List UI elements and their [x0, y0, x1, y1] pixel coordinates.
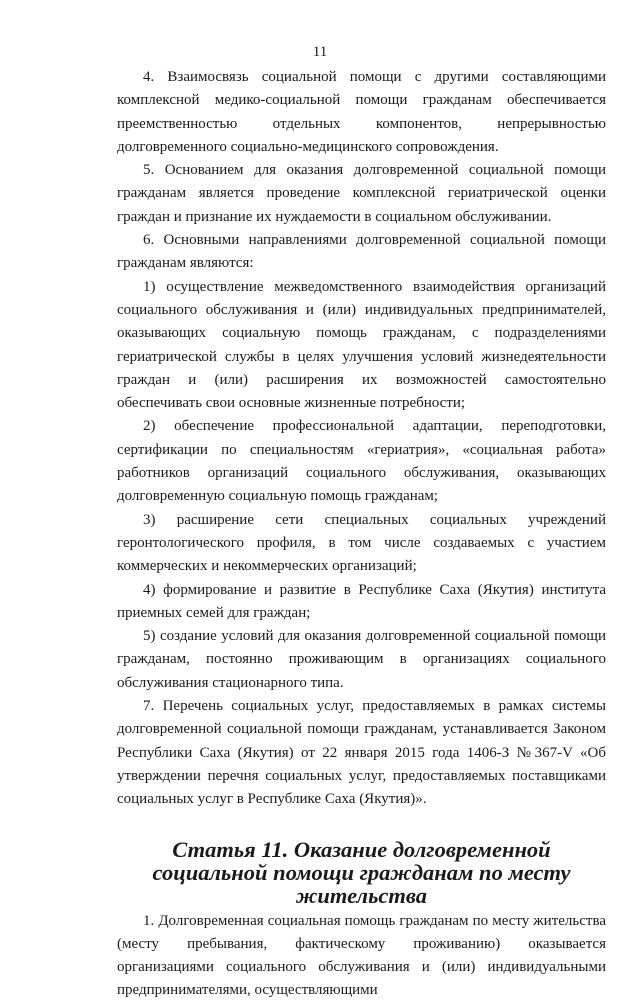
paragraph-7: 7. Перечень социальных услуг, предоставляемых в рамках системы долговременной социальной помощи гражданам, устанавливается Законом Республики Саха (Якутия) от 22 января 2015 года 1406-З №367-V «Об утверждении перечня социальных услуг, предоставляемых поставщиками социальных услуг в Республике Саха (Якутия)». [117, 698, 606, 808]
paragraph-4: 4. Взаимосвязь социальной помощи с другими составляющими комплексной медико-социальной помощи гражданам обеспечивается преемственностью отдельных компонентов, непрерывностью долговременного социально-медицинского сопровождения. [117, 69, 606, 155]
paragraph-6-item-4: 4) формирование и развитие в Республике Саха (Якутия) института приемных семей для граждан; [117, 581, 606, 621]
paragraph-5: 5. Основанием для оказания долговременной социальной помощи гражданам является проведение комплексной гериатрической оценки граждан и признание их нуждаемости в социальном обслуживании. [117, 162, 606, 225]
paragraph-6-item-2: 2) обеспечение профессиональной адаптации, переподготовки, сертификации по специальностям «гериатрия», «социальная работа» работников организаций социального обслуживания, оказывающих долговременную социальную помощь гражданам; [117, 418, 606, 505]
paragraph-6: 6. Основными направлениями долговременной социальной помощи гражданам являются: [117, 232, 606, 272]
paragraph-6-item-1: 1) осуществление межведомственного взаимодействия организаций социального обслуживания и (или) индивидуальных предпринимателей, оказывающих социальную помощь гражданам, с подразделениями гериатрической службы в целях улучшения условий жизнедеятельности граждан и (или) расширения их возможностей самостоятельно обеспечивать свои основные жизненные потребности; [117, 278, 606, 412]
paragraph-6-item-5: 5) создание условий для оказания долговременной социальной помощи гражданам, постоянно проживающим в организациях социального обслуживания стационарного типа. [117, 628, 606, 691]
page-number: 11 [312, 44, 328, 60]
document-body [117, 66, 606, 1003]
paragraph-6-item-3: 3) расширение сети специальных социальных учреждений геронтологического профиля, в том числе создаваемых с участием коммерческих и некоммерческих организаций; [117, 511, 606, 575]
article-11-title: Статья 11. Оказание долговременной социальной помощи гражданам по месту жительства [152, 836, 571, 908]
article-11-paragraph-1: 1. Долговременная социальная помощь гражданам по месту жительства (месту пребывания, фактическому проживанию) оказывается организациями социального обслуживания и (или) индивидуальными предпринимателями, осуществляющими [117, 912, 606, 999]
